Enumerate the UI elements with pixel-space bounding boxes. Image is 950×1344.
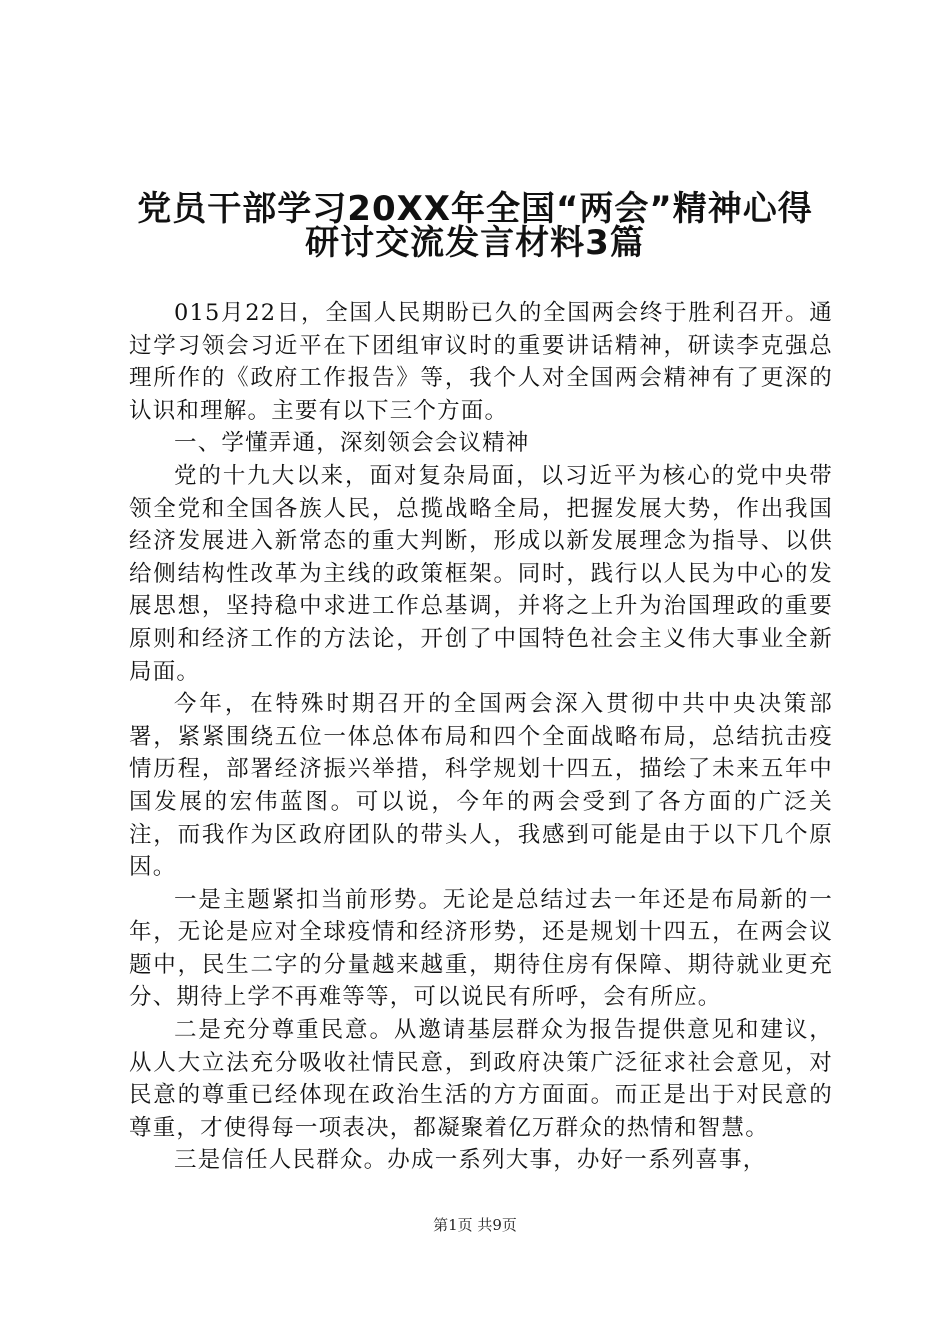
paragraph: 今年，在特殊时期召开的全国两会深入贯彻中共中央决策部署，紧紧围绕五位一体总体布局和四个全面战略布局，总结抗击疫情历程，部署经济振兴举措，科学规划十四五，描绘了未来五年中国发展的宏伟蓝图。可以说，今年的两会受到了各方面的广泛关注，而我作为区政府团队的带头人，我感到可能是由于以下几个原因。 (129, 691, 833, 881)
paragraph: 二是充分尊重民意。从邀请基层群众为报告提供意见和建议，从人大立法充分吸收社情民意，到政府决策广泛征求社会意见，对民意的尊重已经体现在政治生活的方方面面。而正是出于对民意的尊重，才使得每一项表决，都凝聚着亿万群众的热情和智慧。 (129, 1017, 833, 1141)
paragraph-intro: 015月22日，全国人民期盼已久的全国两会终于胜利召开。通过学习领会习近平在下团组审议时的重要讲话精神，研读李克强总理所作的《政府工作报告》等，我个人对全国两会精神有了更深的认识和理解。主要有以下三个方面。 (129, 300, 833, 424)
document-body (129, 297, 833, 1177)
document-title-line-1: 党员干部学习20XX年全国“两会”精神心得 (137, 189, 813, 229)
document-title-line-2: 研讨交流发言材料3篇 (305, 223, 645, 263)
paragraph: 三是信任人民群众。办成一系列大事，办好一系列喜事， (174, 1147, 767, 1174)
paragraph: 党的十九大以来，面对复杂局面，以习近平为核心的党中央带领全党和全国各族人民，总揽战略全局，把握发展大势，作出我国经济发展进入新常态的重大判断，形成以新发展理念为指导、以供给侧结构性改革为主线的政策框架。同时，践行以人民为中心的发展思想，坚持稳中求进工作总基调，并将之上升为治国理政的重要原则和经济工作的方法论，开创了中国特色社会主义伟大事业全新局面。 (129, 462, 833, 685)
section-heading: 一、学懂弄通，深刻领会会议精神 (174, 430, 530, 457)
page-footer: 第1页 共9页 (433, 1216, 517, 1234)
paragraph: 一是主题紧扣当前形势。无论是总结过去一年还是布局新的一年，无论是应对全球疫情和经济形势，还是规划十四五，在两会议题中，民生二字的分量越来越重，期待住房有保障、期待就业更充分、期待上学不再难等等，可以说民有所呼，会有所应。 (129, 886, 833, 1011)
